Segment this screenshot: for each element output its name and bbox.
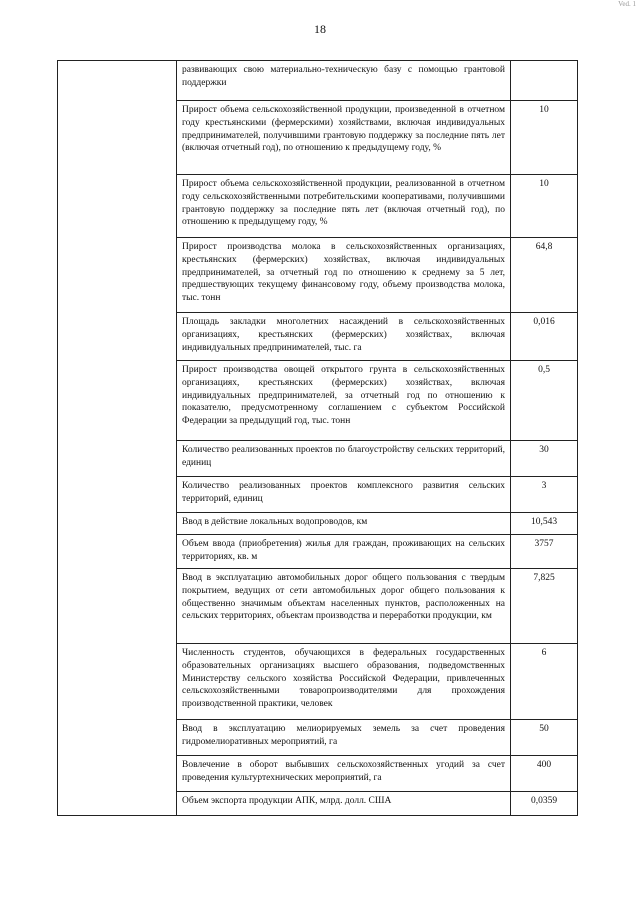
row-description: Количество реализованных проектов комплексного развития сельских территорий, единиц (177, 477, 511, 513)
row-value: 400 (511, 756, 578, 792)
row-value: 0,0359 (511, 792, 578, 816)
row-value: 30 (511, 441, 578, 477)
page-number: 18 (314, 22, 326, 36)
row-value: 3757 (511, 535, 578, 569)
row-value: 10 (511, 101, 578, 175)
row-description: Ввод в эксплуатацию мелиорируемых земель за счет проведения гидромелиоративных мероприятий, га (177, 720, 511, 756)
row-value: 3 (511, 477, 578, 513)
left-empty-column (58, 61, 177, 816)
row-description: развивающих свою материально-техническую базу с помощью грантовой поддержки (177, 61, 511, 101)
row-description: Прирост объема сельскохозяйственной продукции, произведенной в отчетном году крестьянскими (фермерскими) хозяйствами, включая индивидуальных предпринимателей, получившими грантовую поддержку за последние пять лет (включая отчетный год), по отношению к предыдущему году, % (177, 101, 511, 175)
row-description: Прирост производства овощей открытого грунта в сельскохозяйственных организациях, крестьянских (фермерских) хозяйствах, включая индивидуальных предпринимателей, за отчетный год по отношению к показателю, предусмотренному соглашением с субъектом Российской Федерации за предыдущий год, тыс. тонн (177, 361, 511, 441)
table-row (58, 61, 578, 101)
row-description: Численность студентов, обучающихся в федеральных государственных образовательных организациях высшего образования, подведомственных Министерству сельского хозяйства Российской Федерации, привлеченных сельскохозяйственными товаропроизводителями для прохождения производственной практики, человек (177, 644, 511, 720)
row-description: Ввод в эксплуатацию автомобильных дорог общего пользования с твердым покрытием, ведущих от сети автомобильных дорог общего пользования к общественно значимым объектам населенных пунктов, расположенных на сельских территориях, объектам производства и переработки продукции, км (177, 569, 511, 644)
indicators-table (57, 60, 578, 816)
row-description: Прирост объема сельскохозяйственной продукции, реализованной в отчетном году сельскохозяйственными потребительскими кооперативами, получившими грантовую поддержку за последние пять лет (включая отчетный год), по отношению к предыдущему году, % (177, 175, 511, 238)
row-value: 50 (511, 720, 578, 756)
row-description: Объем ввода (приобретения) жилья для граждан, проживающих на сельских территориях, кв. м (177, 535, 511, 569)
row-value: 10 (511, 175, 578, 238)
row-value: 64,8 (511, 238, 578, 313)
row-description: Ввод в действие локальных водопроводов, км (177, 513, 511, 535)
row-value: 7,825 (511, 569, 578, 644)
row-description: Вовлечение в оборот выбывших сельскохозяйственных угодий за счет проведения культуртехнических мероприятий, га (177, 756, 511, 792)
row-description: Объем экспорта продукции АПК, млрд. долл. США (177, 792, 511, 816)
row-value: 10,543 (511, 513, 578, 535)
row-value: 6 (511, 644, 578, 720)
row-value: 0,016 (511, 313, 578, 361)
row-description: Прирост производства молока в сельскохозяйственных организациях, крестьянских (фермерских) хозяйствах, включая индивидуальных предпринимателей, за отчетный год по отношению к среднему за 5 лет, предшествующих текущему финансовому году, объему производства молока, тыс. тонн (177, 238, 511, 313)
corner-mark: Ved. 1 (618, 0, 636, 8)
row-description: Площадь закладки многолетних насаждений в сельскохозяйственных организациях, крестьянских (фермерских) хозяйствах, включая индивидуальных предпринимателей, тыс. га (177, 313, 511, 361)
row-value: 0,5 (511, 361, 578, 441)
row-description: Количество реализованных проектов по благоустройству сельских территорий, единиц (177, 441, 511, 477)
row-value (511, 61, 578, 101)
